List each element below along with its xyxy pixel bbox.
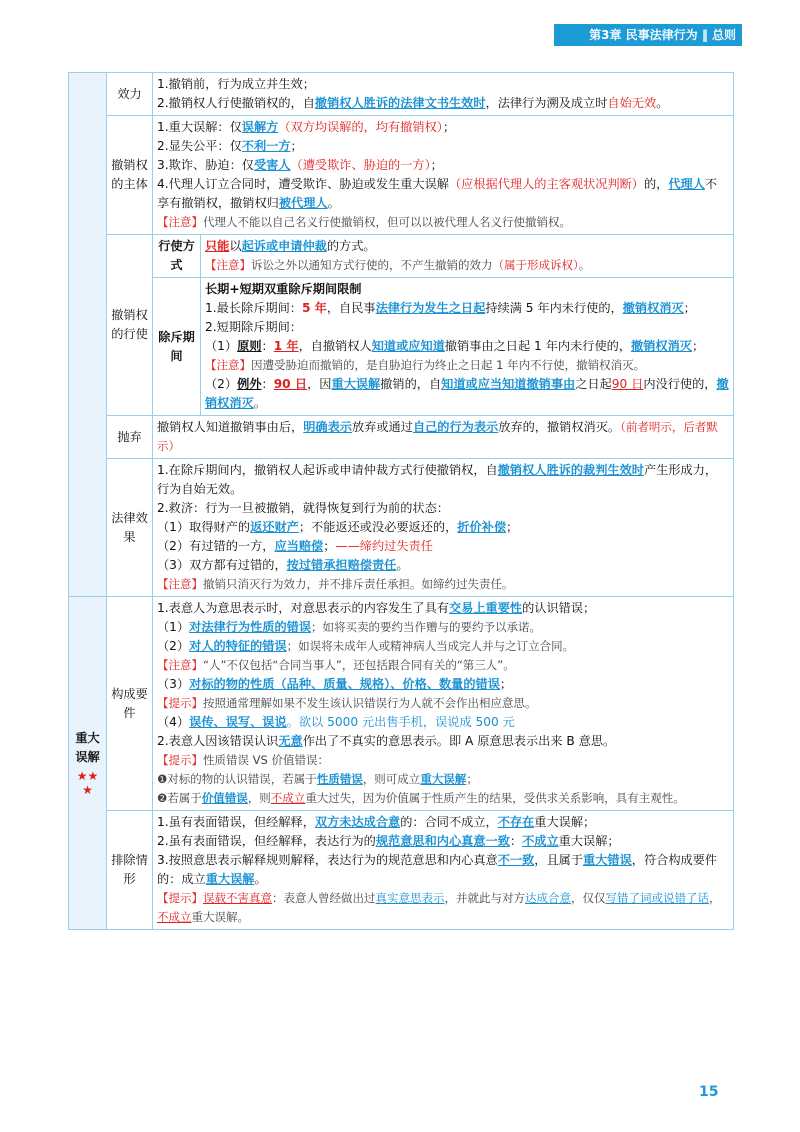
goucheng-line-1: 1.表意人为意思表示时，对意思表示的内容发生了具有交易上重要性的认识错误；	[157, 601, 596, 615]
zhuti-line-3: 3.欺诈、胁迫：仅受害人（遭受欺诈、胁迫的一方）；	[157, 158, 443, 172]
xiaoguo-line-5: （3）双方都有过错的，按过错承担赔偿责任。	[157, 558, 409, 572]
content-qijian	[201, 278, 734, 416]
content-fangshi	[201, 235, 734, 278]
label-paichu: 排除情形	[107, 811, 153, 930]
qijian-note: 【注意】因遭受胁迫而撤销的，是自胁迫行为终止之日起 1 年内不行使，撤销权消灭。	[205, 358, 646, 372]
notes-table	[68, 72, 734, 930]
qijian-line-1: 1.最长除斥期间：5 年，自民事法律行为发生之日起持续满 5 年内未行使的，撤销权消灭；	[205, 301, 696, 315]
xiaoguo-note: 【注意】撤销只消灭行为效力，并不排斥责任承担。如缔约过失责任。	[157, 577, 514, 591]
section-title-zhongda: 重大误解	[75, 731, 100, 764]
label-xingshi: 撤销权的行使	[107, 235, 153, 416]
goucheng-point-2: ❷若属于价值错误，则不成立重大过失，因为价值属于性质产生的结果，受供求关系影响，具有主观性。	[157, 791, 685, 805]
xiaoguo-line-2: 2.救济：行为一旦被撤销，就得恢复到行为前的状态：	[157, 501, 449, 515]
label-paoqi: 抛弃	[107, 416, 153, 459]
row-xingshi-fangshi	[69, 235, 734, 278]
zhuti-line-2: 2.显失公平：仅不利一方；	[157, 139, 303, 153]
content-paichu	[153, 811, 734, 930]
paoqi-line: 撤销权人知道撤销事由后，明确表示放弃或通过自己的行为表示放弃的，撤销权消灭。（前者明示，后者默示）	[157, 420, 718, 453]
content-paoqi	[153, 416, 734, 459]
goucheng-note-3: 【提示】性质错误 VS 价值错误：	[157, 753, 329, 767]
goucheng-line-6: 2.表意人因该错误认识无意作出了不真实的意思表示。即 A 原意思表示出来 B 意思。	[157, 734, 616, 748]
content-xiaoguo	[153, 459, 734, 597]
label-xiaoguo: 法律效果	[107, 459, 153, 597]
paichu-line-1: 1.虽有表面错误，但经解释，双方未达成合意的：合同不成立，不存在重大误解；	[157, 815, 596, 829]
row-xiaoli	[69, 73, 734, 116]
row-zhuti	[69, 116, 734, 235]
content-xiaoli	[153, 73, 734, 116]
zhuti-note: 【注意】代理人不能以自己名义行使撤销权，但可以以被代理人名义行使撤销权。	[157, 215, 571, 229]
goucheng-note-2: 【提示】按照通常理解如果不发生该认识错误行为人就不会作出相应意思。	[157, 696, 537, 710]
qijian-line-4: （2）例外：90 日，因重大误解撤销的，自知道或应当知道撤销事由之日起90 日内没行使的，撤销权消灭。	[205, 377, 729, 410]
label-fangshi: 行使方式	[153, 235, 201, 278]
label-qijian: 除斥期间	[153, 278, 201, 416]
row-xiaoguo	[69, 459, 734, 597]
row-goucheng	[69, 597, 734, 811]
xiaoli-line-1: 1.撤销前，行为成立并生效；	[157, 77, 315, 91]
zhuti-line-4: 4.代理人订立合同时，遭受欺诈、胁迫或发生重大误解（应根据代理人的主客观状况判断）的，代理人不享有撤销权，撤销权归被代理人。	[157, 177, 718, 210]
goucheng-line-2: （1）对法律行为性质的错误；如将买卖的要约当作赠与的要约予以承诺。	[157, 620, 542, 634]
xiaoguo-line-4: （2）有过错的一方，应当赔偿；——缔约过失责任	[157, 539, 433, 553]
xiaoguo-line-3: （1）取得财产的返还财产；不能返还或没必要返还的，折价补偿；	[157, 520, 519, 534]
paichu-line-2: 2.虽有表面错误，但经解释，表达行为的规范意思和内心真意一致：不成立重大误解；	[157, 834, 620, 848]
goucheng-line-4: （3）对标的物的性质（品种、质量、规格）、价格、数量的错误；	[157, 677, 513, 691]
row-paichu	[69, 811, 734, 930]
fangshi-note: 【注意】诉讼之外以通知方式行使的，不产生撤销的效力（属于形成诉权）。	[205, 258, 591, 272]
label-goucheng: 构成要件	[107, 597, 153, 811]
fangshi-line-1: 只能以起诉或申请仲裁的方式。	[205, 239, 376, 253]
goucheng-point-1: ❶对标的物的认识错误，若属于性质错误，则可成立重大误解；	[157, 772, 478, 786]
label-xiaoli: 效力	[107, 73, 153, 116]
section-cell-zhongda	[69, 597, 107, 930]
paichu-line-3: 3.按照意思表示解释规则解释，表达行为的规范意思和内心真意不一致，且属于重大错误，符合构成要件的：成立重大误解。	[157, 853, 718, 886]
qijian-line-2: 2.短期除斥期间：	[205, 320, 302, 334]
label-zhuti: 撤销权的主体	[107, 116, 153, 235]
zhuti-line-1: 1.重大误解：仅误解方（双方均误解的，均有撤销权）；	[157, 120, 456, 134]
goucheng-note-1: 【注意】“人”不仅包括“合同当事人”，还包括跟合同有关的“第三人”。	[157, 658, 515, 672]
page-number: 15	[699, 1084, 719, 1100]
xiaoli-line-2: 2.撤销权人行使撤销权的，自撤销权人胜诉的法律文书生效时，法律行为溯及成立时自始无效。	[157, 96, 669, 110]
row-paoqi	[69, 416, 734, 459]
importance-stars: ★★ ★	[76, 769, 99, 797]
goucheng-line-5: （4）误传、误写、误说。欲以 5000 元出售手机，误说成 500 元	[157, 715, 515, 729]
chapter-header: 第3章 民事法律行为 ‖ 总则	[554, 24, 742, 46]
qijian-title: 长期+短期双重除斥期间限制	[205, 282, 362, 296]
qijian-line-3: （1）原则：1 年，自撤销权人知道或应知道撤销事由之日起 1 年内未行使的，撤销权消灭；	[205, 339, 705, 353]
content-goucheng	[153, 597, 734, 811]
row-xingshi-qijian	[69, 278, 734, 416]
goucheng-line-3: （2）对人的特征的错误；如误将未成年人或精神病人当成完人并与之订立合同。	[157, 639, 575, 653]
content-zhuti	[153, 116, 734, 235]
section-cell-chexiao	[69, 73, 107, 597]
xiaoguo-line-1: 1.在除斥期间内，撤销权人起诉或申请仲裁方式行使撤销权，自撤销权人胜诉的裁判生效时产生形成力，行为自始无效。	[157, 463, 718, 496]
paichu-note: 【提示】误载不害真意：表意人曾经做出过真实意思表示，并就此与对方达成合意，仅仅写错了词或说错了话，不成立重大误解。	[157, 891, 721, 924]
